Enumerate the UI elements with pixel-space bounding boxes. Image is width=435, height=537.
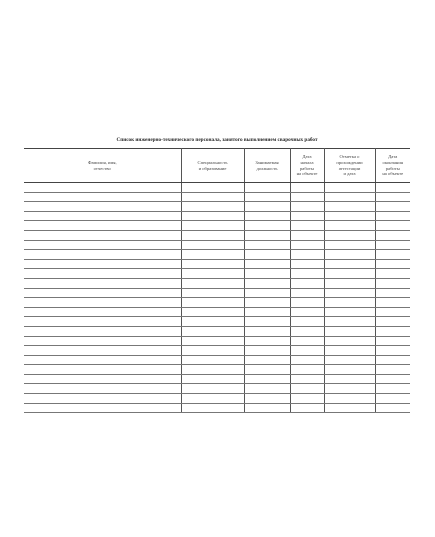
table-cell [24, 250, 181, 260]
table-cell [244, 192, 290, 202]
table-cell [181, 250, 244, 260]
table-cell [375, 307, 410, 317]
table-cell [290, 403, 324, 413]
table-cell [181, 355, 244, 365]
table-cell [324, 288, 375, 298]
table-row [24, 384, 410, 394]
table-row [24, 346, 410, 356]
table-cell [375, 346, 410, 356]
table-cell [290, 288, 324, 298]
header-start-date: Дата начала работы на объекте [290, 149, 324, 183]
table-cell [324, 355, 375, 365]
table-row [24, 365, 410, 375]
table-cell [290, 250, 324, 260]
table-cell [324, 326, 375, 336]
table-row [24, 336, 410, 346]
table-cell [24, 240, 181, 250]
table-cell [375, 250, 410, 260]
document-title: Список инженерно-технического персонала, занятого выполнением сварочных работ [116, 137, 318, 143]
table-cell [375, 230, 410, 240]
table-cell [375, 202, 410, 212]
header-specialty-education: Специальность и образование [181, 149, 244, 183]
table-cell [24, 365, 181, 375]
table-cell [290, 317, 324, 327]
table-cell [290, 384, 324, 394]
table-cell [244, 278, 290, 288]
table-row [24, 403, 410, 413]
table-cell [324, 211, 375, 221]
table-row [24, 211, 410, 221]
table-cell [24, 384, 181, 394]
table-row [24, 202, 410, 212]
table-cell [324, 394, 375, 404]
table-cell [244, 298, 290, 308]
table-cell [24, 336, 181, 346]
table-cell [24, 192, 181, 202]
table-cell [181, 394, 244, 404]
table-cell [324, 202, 375, 212]
table-cell [24, 278, 181, 288]
table-cell [324, 230, 375, 240]
table-cell [24, 288, 181, 298]
table-cell [290, 240, 324, 250]
table-row [24, 374, 410, 384]
table-cell [324, 269, 375, 279]
table-cell [181, 298, 244, 308]
table-cell [244, 384, 290, 394]
table-cell [181, 374, 244, 384]
table-cell [290, 365, 324, 375]
table-cell [375, 326, 410, 336]
table-cell [290, 183, 324, 193]
table-cell [290, 211, 324, 221]
table-cell [324, 259, 375, 269]
table-cell [324, 183, 375, 193]
table-row [24, 278, 410, 288]
table-cell [24, 298, 181, 308]
table-body [24, 183, 410, 413]
table-cell [181, 259, 244, 269]
table-cell [24, 211, 181, 221]
header-end-date: Дата окончания работы на объекте [375, 149, 410, 183]
table-cell [24, 183, 181, 193]
table-cell [375, 384, 410, 394]
table-cell [181, 278, 244, 288]
table-cell [375, 317, 410, 327]
table-row [24, 317, 410, 327]
table-cell [244, 221, 290, 231]
header-full-name: Фамилия, имя, отчество [24, 149, 181, 183]
table-cell [181, 221, 244, 231]
table-cell [244, 346, 290, 356]
table-cell [290, 269, 324, 279]
table-cell [375, 269, 410, 279]
table-cell [24, 403, 181, 413]
table-cell [181, 346, 244, 356]
table-cell [181, 269, 244, 279]
table-cell [324, 298, 375, 308]
table-row [24, 269, 410, 279]
table-cell [24, 221, 181, 231]
table-cell [244, 202, 290, 212]
table-cell [375, 403, 410, 413]
table-cell [244, 374, 290, 384]
table-row [24, 259, 410, 269]
table-cell [375, 336, 410, 346]
table-cell [375, 192, 410, 202]
table-cell [324, 250, 375, 260]
table-cell [290, 278, 324, 288]
table-cell [290, 221, 324, 231]
table-cell [24, 202, 181, 212]
table-cell [290, 307, 324, 317]
table-cell [181, 192, 244, 202]
table-cell [24, 307, 181, 317]
table-cell [244, 355, 290, 365]
table-cell [181, 403, 244, 413]
table-cell [181, 288, 244, 298]
table-cell [375, 278, 410, 288]
table-cell [290, 326, 324, 336]
table-cell [375, 221, 410, 231]
table-cell [244, 211, 290, 221]
table-cell [324, 278, 375, 288]
table-cell [290, 298, 324, 308]
table-cell [290, 192, 324, 202]
table-row [24, 394, 410, 404]
table-row [24, 326, 410, 336]
table-cell [324, 374, 375, 384]
table-cell [181, 336, 244, 346]
table-cell [290, 230, 324, 240]
table-row [24, 298, 410, 308]
table-row [24, 250, 410, 260]
table-cell [324, 240, 375, 250]
table-cell [290, 394, 324, 404]
table-cell [324, 365, 375, 375]
table-cell [244, 317, 290, 327]
table-cell [290, 355, 324, 365]
table-cell [290, 346, 324, 356]
table-cell [181, 230, 244, 240]
table-cell [24, 394, 181, 404]
table-cell [290, 202, 324, 212]
table-cell [324, 317, 375, 327]
table-cell [244, 288, 290, 298]
table-cell [375, 211, 410, 221]
header-certification-note: Отметка о прохождении аттестации и дата [324, 149, 375, 183]
table-cell [290, 374, 324, 384]
table-cell [244, 240, 290, 250]
table-cell [244, 336, 290, 346]
table-cell [181, 307, 244, 317]
table-cell [324, 336, 375, 346]
table-cell [244, 365, 290, 375]
table-cell [181, 317, 244, 327]
table-cell [375, 365, 410, 375]
table-cell [375, 374, 410, 384]
table-cell [375, 240, 410, 250]
table-cell [181, 183, 244, 193]
table-cell [181, 202, 244, 212]
table-row [24, 307, 410, 317]
table-row [24, 192, 410, 202]
personnel-table [24, 148, 410, 413]
table-cell [24, 269, 181, 279]
table-cell [244, 230, 290, 240]
table-cell [375, 183, 410, 193]
table-cell [181, 326, 244, 336]
table-cell [24, 326, 181, 336]
table-cell [244, 269, 290, 279]
table-row [24, 240, 410, 250]
header-position: Занимаемая должность [244, 149, 290, 183]
table-cell [24, 259, 181, 269]
table-cell [244, 307, 290, 317]
table-cell [244, 250, 290, 260]
table-cell [244, 326, 290, 336]
table-row [24, 183, 410, 193]
table-cell [375, 394, 410, 404]
table-cell [24, 346, 181, 356]
table-cell [324, 221, 375, 231]
table-cell [181, 240, 244, 250]
table-row [24, 355, 410, 365]
table-cell [24, 374, 181, 384]
table-cell [244, 183, 290, 193]
table-cell [375, 298, 410, 308]
table-cell [290, 336, 324, 346]
table-row [24, 230, 410, 240]
table-cell [324, 192, 375, 202]
table-cell [375, 288, 410, 298]
table-cell [181, 384, 244, 394]
table-row [24, 221, 410, 231]
table-cell [24, 230, 181, 240]
table-cell [181, 211, 244, 221]
table-cell [324, 346, 375, 356]
table-cell [244, 259, 290, 269]
table-cell [375, 259, 410, 269]
table-cell [324, 307, 375, 317]
table-cell [24, 355, 181, 365]
table-cell [290, 259, 324, 269]
table-row [24, 288, 410, 298]
table-cell [244, 403, 290, 413]
table-cell [244, 394, 290, 404]
table-cell [324, 384, 375, 394]
table-header-row [24, 149, 410, 183]
table-cell [181, 365, 244, 375]
table-cell [375, 355, 410, 365]
table-cell [324, 403, 375, 413]
table-cell [24, 317, 181, 327]
